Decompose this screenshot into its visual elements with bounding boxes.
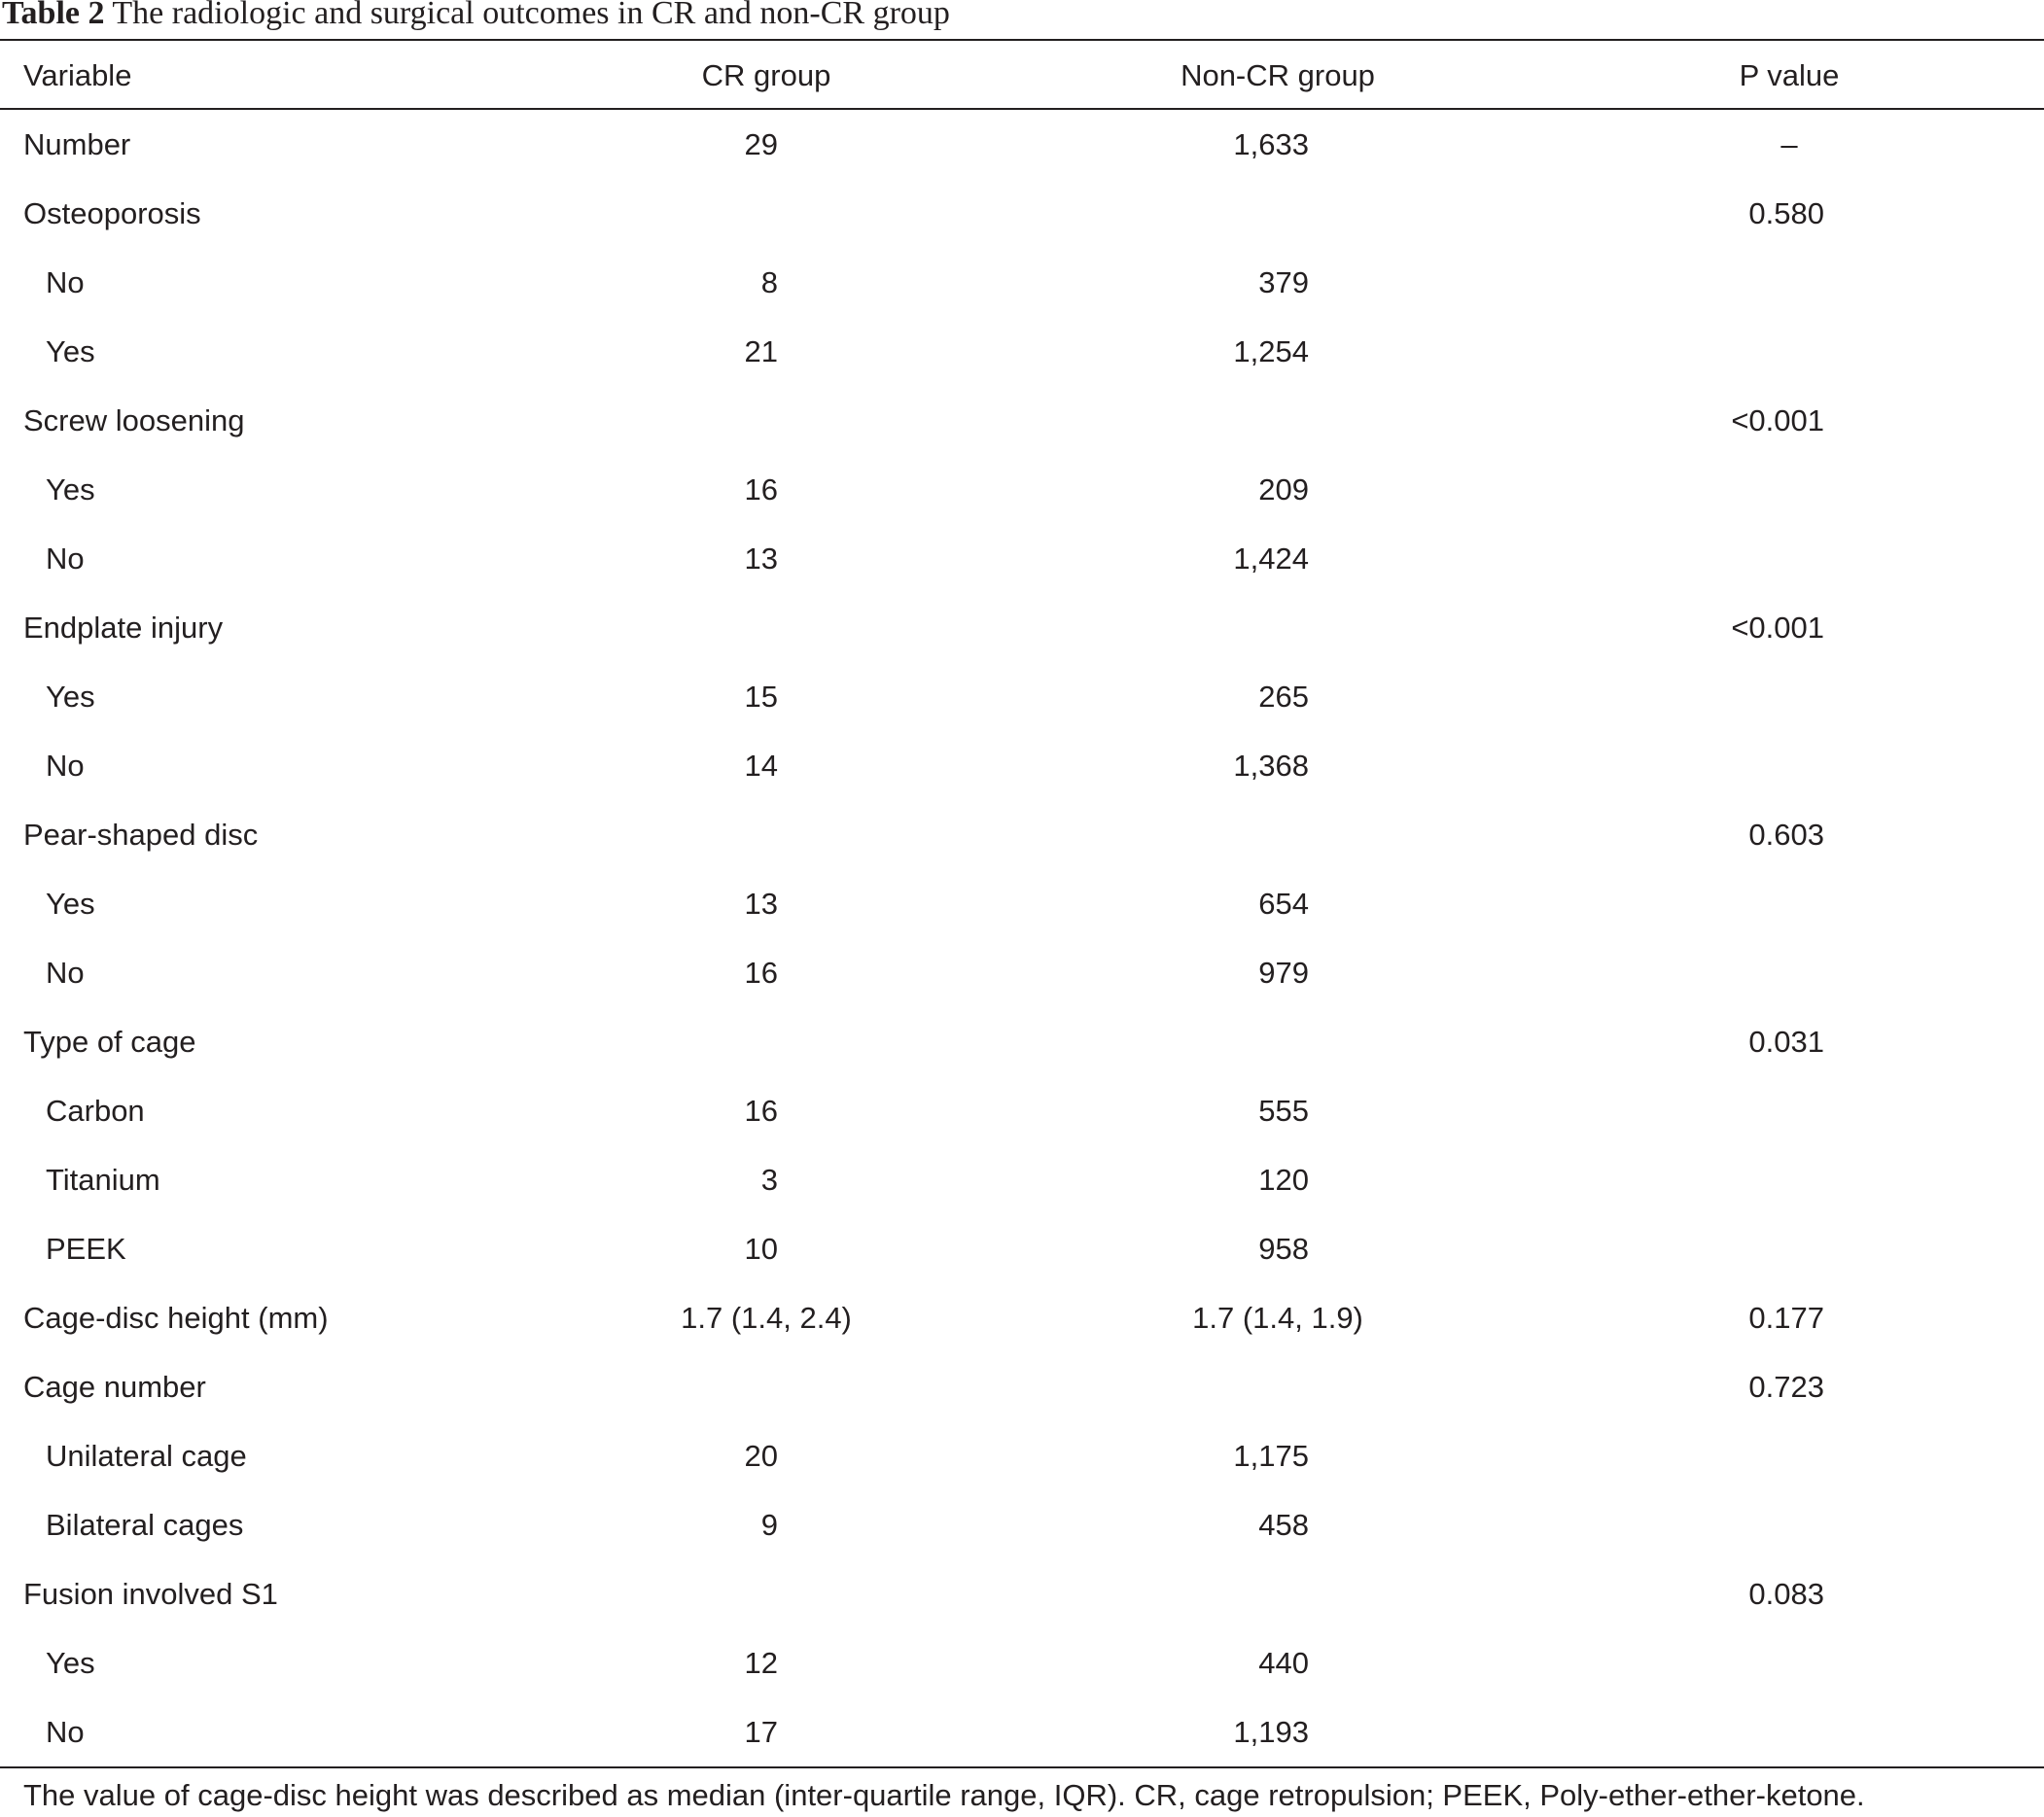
bottom-rule [0,1766,2044,1768]
cr-group-value: 17 [744,1715,778,1749]
cr-group-value: 9 [760,1508,778,1542]
table-row [0,179,2044,248]
cr-group-value: 3 [760,1163,778,1197]
cr-group-value [583,593,778,662]
table-row [0,1421,2044,1490]
p-value: 0.603 [1748,818,1824,852]
table-row [0,110,2044,179]
non-cr-group-value: 1,424 [1233,542,1309,576]
p-value [1630,455,1824,524]
p-value [1630,317,1824,386]
cr-group-value: 8 [760,265,778,299]
non-cr-group-value: 1,254 [1233,334,1309,368]
row-label: No [46,749,85,783]
cr-group-value [583,800,778,869]
table-row [0,1628,2044,1697]
cr-group-value [583,179,778,248]
p-value [1630,1697,1824,1766]
row-label: Osteoporosis [23,196,201,230]
cr-group-value: 12 [744,1646,778,1680]
p-value [1630,1076,1824,1145]
p-value [1630,869,1824,938]
p-value: 0.723 [1748,1370,1824,1404]
non-cr-group-value [1114,179,1309,248]
table-row [0,455,2044,524]
p-value [1630,1421,1824,1490]
non-cr-group-value: 265 [1258,680,1309,714]
cr-group-value: 29 [744,127,778,161]
table-row [0,524,2044,593]
p-value [1630,662,1824,731]
non-cr-group-value [1114,800,1309,869]
header-non-cr-group: Non-CR group [1181,58,1375,92]
non-cr-group-value: 958 [1258,1232,1309,1266]
p-value [1630,524,1824,593]
header-variable: Variable [23,58,132,92]
table-row [0,593,2044,662]
non-cr-group-value: 1,175 [1233,1439,1309,1473]
header-cr-group: CR group [701,58,831,92]
cr-group-value: 16 [744,1094,778,1128]
row-label: Fusion involved S1 [23,1577,278,1611]
table-row [0,1490,2044,1559]
table-row [0,1007,2044,1076]
non-cr-group-value: 440 [1258,1646,1309,1680]
non-cr-group-value: 1.7 (1.4, 1.9) [1192,1301,1363,1335]
cr-group-value: 20 [744,1439,778,1473]
row-label: Endplate injury [23,611,224,645]
table-row [0,386,2044,455]
row-label: No [46,1715,85,1749]
p-value: 0.083 [1748,1577,1824,1611]
row-label: Type of cage [23,1025,196,1059]
cr-group-value: 16 [744,472,778,507]
cr-group-value [583,1559,778,1628]
non-cr-group-value: 1,193 [1233,1715,1309,1749]
row-label: PEEK [46,1232,126,1266]
cr-group-value: 15 [744,680,778,714]
table-row [0,1283,2044,1352]
table-row [0,1352,2044,1421]
row-label: Yes [46,1646,95,1680]
table-row [0,1214,2044,1283]
non-cr-group-value: 120 [1258,1163,1309,1197]
non-cr-group-value [1114,1007,1309,1076]
non-cr-group-value [1114,593,1309,662]
row-label: Yes [46,887,95,921]
row-label: Yes [46,680,95,714]
table-header-row [0,41,2044,110]
cr-group-value: 1.7 (1.4, 2.4) [681,1301,852,1335]
table-row [0,662,2044,731]
row-label: Screw loosening [23,403,245,437]
cr-group-value [583,1352,778,1421]
row-label: Titanium [46,1163,160,1197]
row-label: Yes [46,334,95,368]
row-label: Unilateral cage [46,1439,247,1473]
row-label: Number [23,127,131,161]
non-cr-group-value [1114,1559,1309,1628]
table-row [0,1076,2044,1145]
table-row [0,317,2044,386]
table-row [0,869,2044,938]
p-value: – [1780,127,1798,161]
p-value: 0.177 [1748,1301,1824,1335]
row-label: No [46,265,85,299]
header-p-value: P value [1739,58,1840,92]
cr-group-value: 21 [744,334,778,368]
row-label: Carbon [46,1094,145,1128]
cr-group-value: 13 [744,887,778,921]
non-cr-group-value: 209 [1258,472,1309,507]
p-value: <0.001 [1731,403,1824,437]
p-value [1630,938,1824,1007]
cr-group-value: 13 [744,542,778,576]
non-cr-group-value: 379 [1258,265,1309,299]
table-row [0,1559,2044,1628]
table-row [0,1697,2044,1766]
table-label: Table 2 [2,0,105,31]
row-label: Pear-shaped disc [23,818,259,852]
non-cr-group-value: 1,368 [1233,749,1309,783]
cr-group-value [583,1007,778,1076]
table-row [0,248,2044,317]
non-cr-group-value: 979 [1258,956,1309,990]
table-row [0,731,2044,800]
p-value [1630,1490,1824,1559]
table-footnote: The value of cage-disc height was described as median (inter-quartile range, IQR). CR, cage retropulsion; PEEK, Poly-ether-ether-ketone. [23,1778,1865,1812]
row-label: No [46,542,85,576]
row-label: Cage-disc height (mm) [23,1301,329,1335]
non-cr-group-value: 1,633 [1233,127,1309,161]
p-value [1630,1628,1824,1697]
row-label: Cage number [23,1370,206,1404]
p-value [1630,1145,1824,1214]
cr-group-value: 14 [744,749,778,783]
p-value: 0.031 [1748,1025,1824,1059]
table-row [0,800,2044,869]
cr-group-value [583,386,778,455]
non-cr-group-value: 555 [1258,1094,1309,1128]
p-value [1630,248,1824,317]
row-label: No [46,956,85,990]
non-cr-group-value: 654 [1258,887,1309,921]
non-cr-group-value: 458 [1258,1508,1309,1542]
p-value [1630,731,1824,800]
row-label: Bilateral cages [46,1508,244,1542]
non-cr-group-value [1114,1352,1309,1421]
table-row [0,1145,2044,1214]
non-cr-group-value [1114,386,1309,455]
cr-group-value: 10 [744,1232,778,1266]
row-label: Yes [46,472,95,507]
cr-group-value: 16 [744,956,778,990]
table-title: The radiologic and surgical outcomes in CR and non-CR group [112,0,950,31]
p-value: 0.580 [1748,196,1824,230]
p-value [1630,1214,1824,1283]
table-row [0,938,2044,1007]
p-value: <0.001 [1731,611,1824,645]
table-caption [2,0,950,33]
